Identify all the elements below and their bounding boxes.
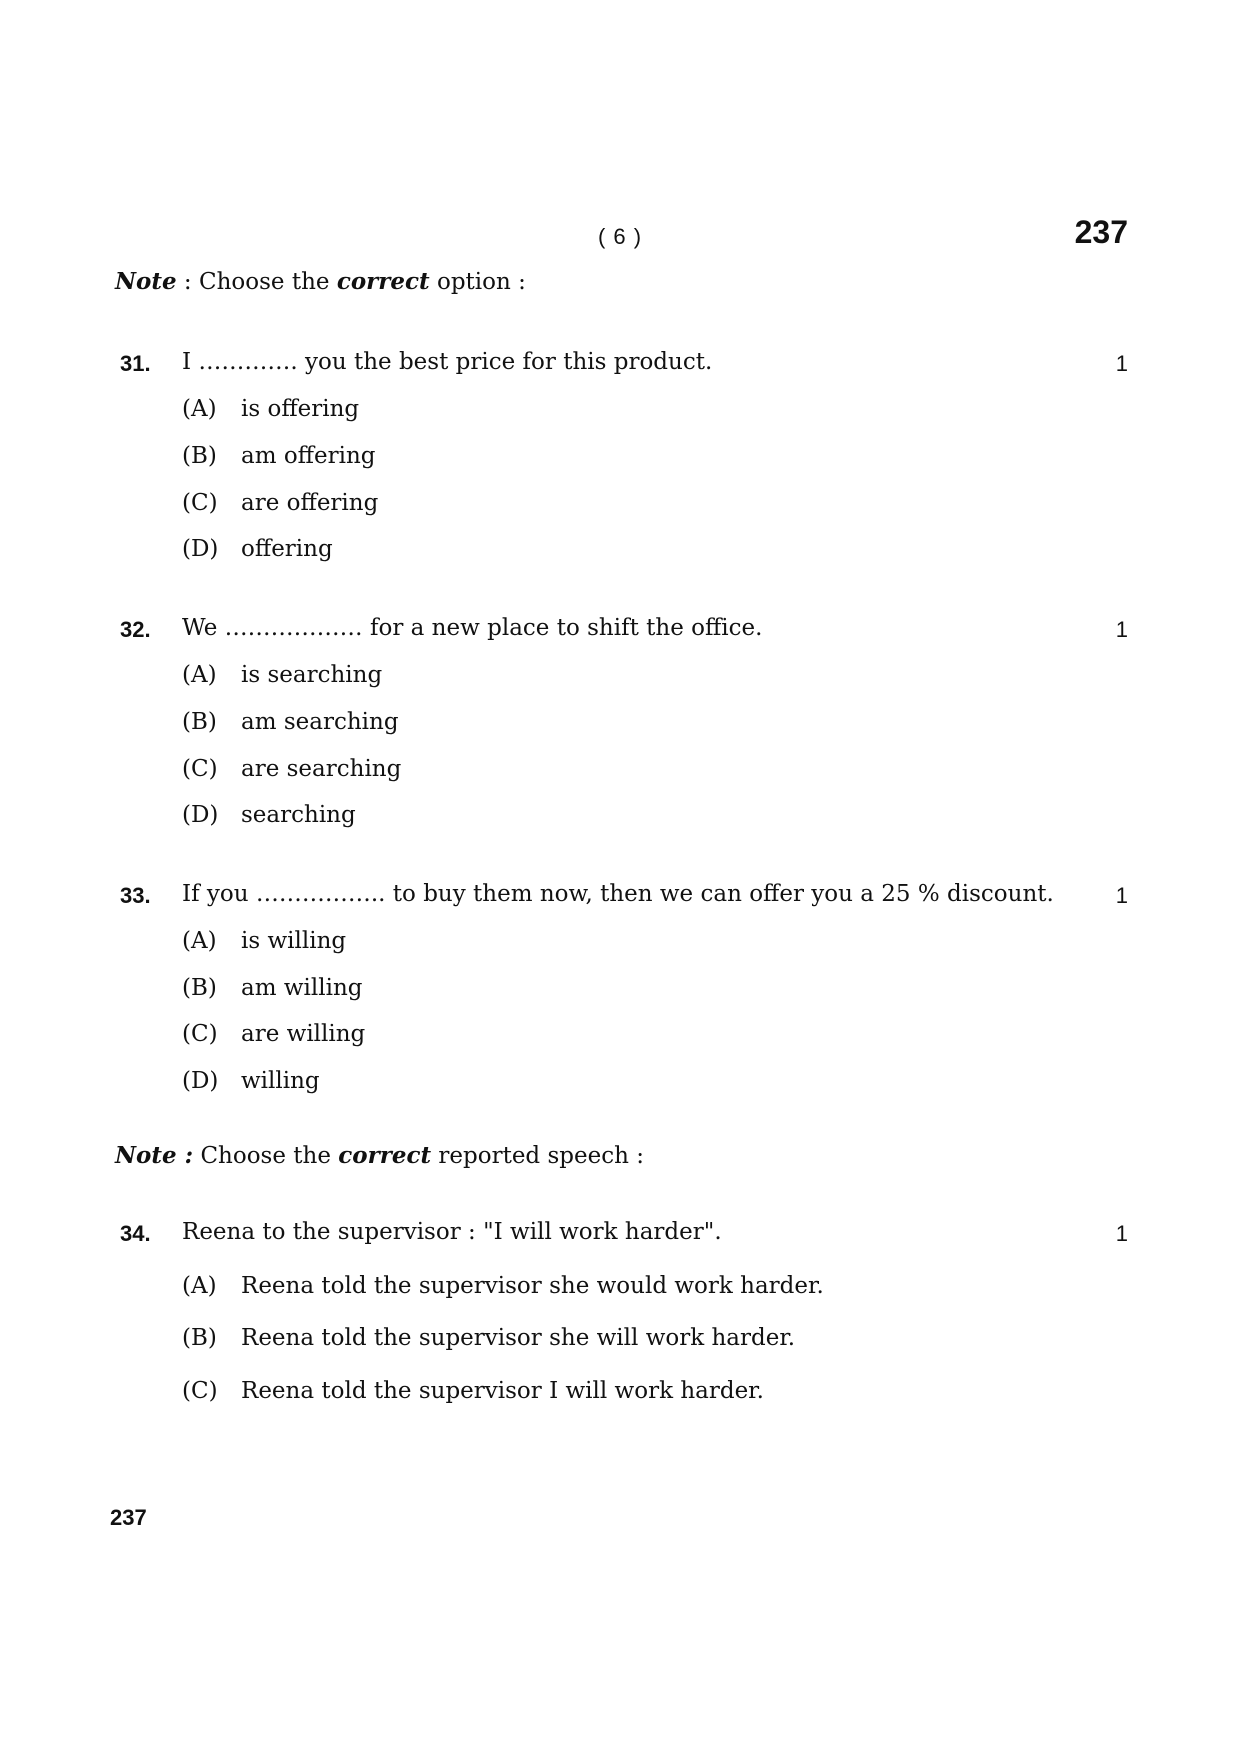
question-text: We ……………… for a new place to shift the office.	[182, 615, 763, 641]
page-number: ( 6 )	[597, 224, 643, 249]
option-letter: (A)	[182, 1273, 217, 1299]
option-letter: (D)	[182, 536, 219, 562]
option-letter: (B)	[182, 975, 217, 1001]
option-text: are searching	[241, 756, 402, 782]
option-letter: (D)	[182, 1068, 219, 1094]
option-letter: (C)	[182, 490, 218, 516]
question-marks: 1	[1115, 883, 1128, 908]
option-text: are offering	[241, 490, 379, 516]
option-letter: (A)	[182, 396, 217, 422]
option-letter: (D)	[182, 802, 219, 828]
option-letter: (B)	[182, 1325, 217, 1351]
option-text: Reena told the supervisor she would work harder.	[241, 1273, 824, 1299]
option-text: is offering	[241, 396, 360, 422]
question-text: If you …………….. to buy them now, then we can offer you a 25 % discount.	[182, 881, 1054, 907]
option-text: am offering	[241, 443, 376, 469]
note-separator: :	[176, 269, 199, 295]
note-label: Note	[115, 268, 177, 295]
option-text: searching	[241, 802, 356, 828]
option-letter: (B)	[182, 709, 217, 735]
question-number: 32.	[120, 617, 151, 642]
paper-code-bottom: 237	[110, 1505, 147, 1530]
question-number: 31.	[120, 351, 151, 376]
option-text: Reena told the supervisor she will work harder.	[241, 1325, 796, 1351]
option-text: am willing	[241, 975, 363, 1001]
option-text: willing	[241, 1068, 320, 1094]
question-text: I …………. you the best price for this product.	[182, 349, 713, 375]
question-marks: 1	[1115, 617, 1128, 642]
question-number: 34.	[120, 1221, 151, 1246]
note-text: reported speech :	[431, 1143, 644, 1169]
option-letter: (C)	[182, 1378, 218, 1404]
option-letter: (C)	[182, 756, 218, 782]
option-text: offering	[241, 536, 333, 562]
note-text: Choose the	[199, 269, 337, 295]
option-text: Reena told the supervisor I will work harder.	[241, 1378, 764, 1404]
option-letter: (A)	[182, 928, 217, 954]
option-text: is searching	[241, 662, 383, 688]
option-letter: (C)	[182, 1021, 218, 1047]
question-marks: 1	[1115, 351, 1128, 376]
question-text: Reena to the supervisor : "I will work harder".	[182, 1219, 722, 1245]
note-text: Choose the	[200, 1143, 339, 1169]
note-emphasis: correct	[336, 268, 430, 295]
option-text: are willing	[241, 1021, 366, 1047]
question-number: 33.	[120, 883, 151, 908]
option-text: is willing	[241, 928, 347, 954]
paper-code-top: 237	[1074, 214, 1128, 250]
option-letter: (A)	[182, 662, 217, 688]
note-label: Note :	[115, 1142, 194, 1169]
note-instruction	[115, 268, 526, 295]
option-text: am searching	[241, 709, 399, 735]
note-instruction	[115, 1142, 644, 1169]
note-text: option :	[429, 269, 526, 295]
option-letter: (B)	[182, 443, 217, 469]
note-emphasis: correct	[338, 1142, 432, 1169]
question-marks: 1	[1115, 1221, 1128, 1246]
